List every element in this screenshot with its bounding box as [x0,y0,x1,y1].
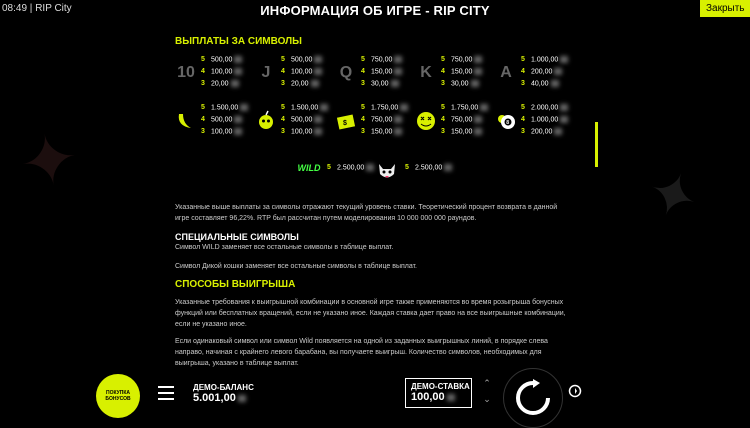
payout-value: 2.000,00 [531,104,559,112]
currency-blur [234,56,242,63]
bet-value: 100,00 [411,391,455,403]
pay-row [361,80,399,87]
payout-value: 100,00 [291,68,313,76]
pay-row [441,104,488,111]
wild-symbol: WILD [297,163,321,173]
payout-value: 200,00 [531,68,553,76]
top-bar [0,0,750,22]
currency-blur [560,116,568,123]
symbol-count: 4 [521,116,525,124]
cash-box-icon [335,108,357,134]
payout-value: 1.500,00 [211,104,239,112]
pay-row [441,56,482,63]
payout-value: 150,00 [371,128,393,136]
pay-row [281,116,322,123]
symbol-count: 5 [361,56,365,64]
currency-blur [320,104,328,111]
currency-blur [394,116,402,123]
symbol-count: 5 [281,56,285,64]
symbol-j: J [261,64,271,81]
currency-blur [314,128,322,135]
symbol-count: 3 [201,80,205,88]
pay-row [201,104,248,111]
spin-button[interactable] [503,368,563,428]
paytable-symbol-group [495,104,573,142]
symbol-count: 4 [201,68,205,76]
smiley-icon [415,108,437,134]
symbol-count: 4 [521,68,525,76]
currency-blur [474,128,482,135]
payout-value: 100,00 [211,68,233,76]
pay-row [361,68,402,75]
currency-blur [394,56,402,63]
skull-bomb-icon [255,108,277,134]
page-title: ИНФОРМАЦИЯ ОБ ИГРЕ - RIP CITY [260,3,490,18]
currency-blur [474,56,482,63]
symbol-count: 3 [521,128,525,136]
balance-value: 5.001,00 [193,392,246,404]
bet-increase-icon[interactable]: ⌃ [483,378,491,388]
bet-decrease-icon[interactable]: ⌄ [483,394,491,404]
currency-blur [391,80,399,87]
rtp-note: Указанные выше выплаты за символы отражают текущий уровень ставки. Теоретический процент возврата в данной игре составляет 96,22%. RTP был рассчитан путем моделирования 10 000 000 000 раундов. [175,204,558,222]
pay-row [521,68,562,75]
symbol-count: 5 [361,104,365,112]
ways-paragraph-2: Если одинаковый символ или символ Wild появляется на одной из заданных выигрышных линий, в порядке слева направо, начиная с крайнего левого барабана, вы получаете выигрыш. Количество символов, необходимых для выигрыша, указано в таблице выплат. [175,338,548,367]
payout-value: 750,00 [371,116,393,124]
payout-value: 150,00 [371,68,393,76]
svg-text:$: $ [343,120,347,127]
currency-blur [480,104,488,111]
wild-cat-description: Символ Дикой кошки заменяет все остальные символы в таблице выплат. [175,263,417,270]
background-art-right: ✦ [633,159,717,231]
pay-row [361,128,402,135]
paytable-symbol-group [335,56,413,94]
payout-value: 1.750,00 [451,104,479,112]
symbol-count: 3 [361,80,365,88]
balance-label: ДЕМО-БАЛАНС [193,383,254,392]
ways-to-win-heading: СПОСОБЫ ВЫИГРЫША [175,279,296,290]
payout-value: 500,00 [211,56,233,64]
payout-value: 30,00 [371,80,389,88]
payout-value: 40,00 [531,80,549,88]
payout-value: 1.750,00 [371,104,399,112]
symbol-k: K [420,64,432,81]
banana-icon [175,108,197,134]
currency-blur [560,56,568,63]
pay-row [361,104,408,111]
buy-bonus-button[interactable]: ПОКУПКА БОНУСОВ [96,374,140,418]
currency-blur [471,80,479,87]
pay-row [441,68,482,75]
pay-row [521,80,559,87]
currency-blur [231,80,239,87]
pay-row [281,68,322,75]
pay-row [521,104,568,111]
eight-ball-icon [495,108,517,134]
paytable-symbol-group [415,104,493,142]
currency-blur [240,104,248,111]
symbol-count: 4 [441,116,445,124]
symbol-count: 3 [361,128,365,136]
currency-blur [474,116,482,123]
wild-pay-row: 5 2.500,00 [327,164,374,171]
payout-value: 750,00 [451,116,473,124]
special-symbols-heading: СПЕЦИАЛЬНЫЕ СИМВОЛЫ [175,232,299,242]
svg-text:8: 8 [506,120,510,126]
paytable-symbol-group [175,104,253,142]
symbol-q: Q [339,64,353,81]
pay-row [201,128,242,135]
payout-value: 20,00 [211,80,229,88]
currency-blur [554,68,562,75]
currency-blur [234,68,242,75]
payout-value: 150,00 [451,128,473,136]
paytable-symbol-group [255,56,333,94]
symbol-count: 4 [361,116,365,124]
currency-blur [314,116,322,123]
symbol-count: 3 [441,128,445,136]
pay-row [361,116,402,123]
payout-value: 500,00 [211,116,233,124]
pay-row [281,128,322,135]
symbol-a: A [500,64,512,81]
payout-value: 20,00 [291,80,309,88]
currency-blur [394,68,402,75]
payout-value: 1.000,00 [531,56,559,64]
paytable-symbol-group [495,56,573,94]
pay-row [201,56,242,63]
symbol-count: 3 [281,80,285,88]
symbol-count: 4 [281,116,285,124]
pay-row [521,116,568,123]
symbol-count: 5 [521,56,525,64]
currency-blur [234,128,242,135]
scrollbar[interactable] [595,122,598,167]
currency-blur [394,128,402,135]
wild-description: Символ WILD заменяет все остальные символы в таблице выплат. [175,244,394,251]
pay-row [201,116,242,123]
symbol-count: 5 [201,56,205,64]
paytable-wild-cat [375,159,455,179]
symbol-count: 5 [441,104,445,112]
symbol-count: 3 [281,128,285,136]
payout-value: 150,00 [451,68,473,76]
payout-value: 100,00 [211,128,233,136]
payout-value: 750,00 [371,56,393,64]
pay-row [441,116,482,123]
pay-row [361,56,402,63]
bet-box [405,378,472,408]
paytable-heading: ВЫПЛАТЫ ЗА СИМВОЛЫ [175,36,302,47]
info-content[interactable] [175,32,575,372]
autoplay-icon[interactable] [567,383,583,399]
currency-blur [474,68,482,75]
pay-row [281,80,319,87]
payout-value: 500,00 [291,116,313,124]
payout-value: 750,00 [451,56,473,64]
payout-value: 500,00 [291,56,313,64]
bet-label: ДЕМО-СТАВКА [411,382,470,391]
background-art: ✦ [13,115,86,207]
clock: 08:49 | RIP City [2,3,72,14]
symbol-count: 4 [281,68,285,76]
symbol-count: 3 [441,80,445,88]
paytable-symbol-group [415,56,493,94]
symbol-count: 5 [281,104,285,112]
currency-blur [314,68,322,75]
pay-row [281,56,322,63]
currency-blur [554,128,562,135]
symbol-count: 4 [201,116,205,124]
paytable-symbol-group [255,104,333,142]
symbol-count: 4 [361,68,365,76]
pay-row [201,80,239,87]
paytable-wild [297,159,377,179]
currency-blur [400,104,408,111]
symbol-count: 5 [201,104,205,112]
paytable-symbol-group [335,104,413,142]
pay-row [441,80,479,87]
ways-paragraph-1: Указанные требования к выигрышной комбинации в основной игре также применяются во время розыгрыша бонусных функций или бесплатных вращений, если не указано иное. Каждая ставка дает право на все выигрышные комбинации, если не указано иное. [175,299,566,328]
payout-value: 100,00 [291,128,313,136]
symbol-count: 3 [201,128,205,136]
payout-value: 1.000,00 [531,116,559,124]
wild-cat-pay-row: 5 2.500,00 [405,164,452,171]
pay-row [281,104,328,111]
wild-cat-icon [375,159,399,181]
symbol-count: 5 [441,56,445,64]
menu-icon[interactable] [158,386,174,400]
payout-value: 30,00 [451,80,469,88]
payout-value: 200,00 [531,128,553,136]
currency-blur [311,80,319,87]
close-button[interactable]: Закрыть [700,0,750,17]
symbol-10: 10 [177,64,195,81]
symbol-count: 3 [521,80,525,88]
currency-blur [314,56,322,63]
currency-blur [551,80,559,87]
currency-blur [234,116,242,123]
payout-value: 1.500,00 [291,104,319,112]
pay-row [521,128,562,135]
pay-row [201,68,242,75]
paytable-symbol-group [175,56,253,94]
pay-row [441,128,482,135]
symbol-count: 5 [521,104,525,112]
pay-row [521,56,568,63]
symbol-count: 4 [441,68,445,76]
currency-blur [560,104,568,111]
spin-icon [513,378,553,418]
